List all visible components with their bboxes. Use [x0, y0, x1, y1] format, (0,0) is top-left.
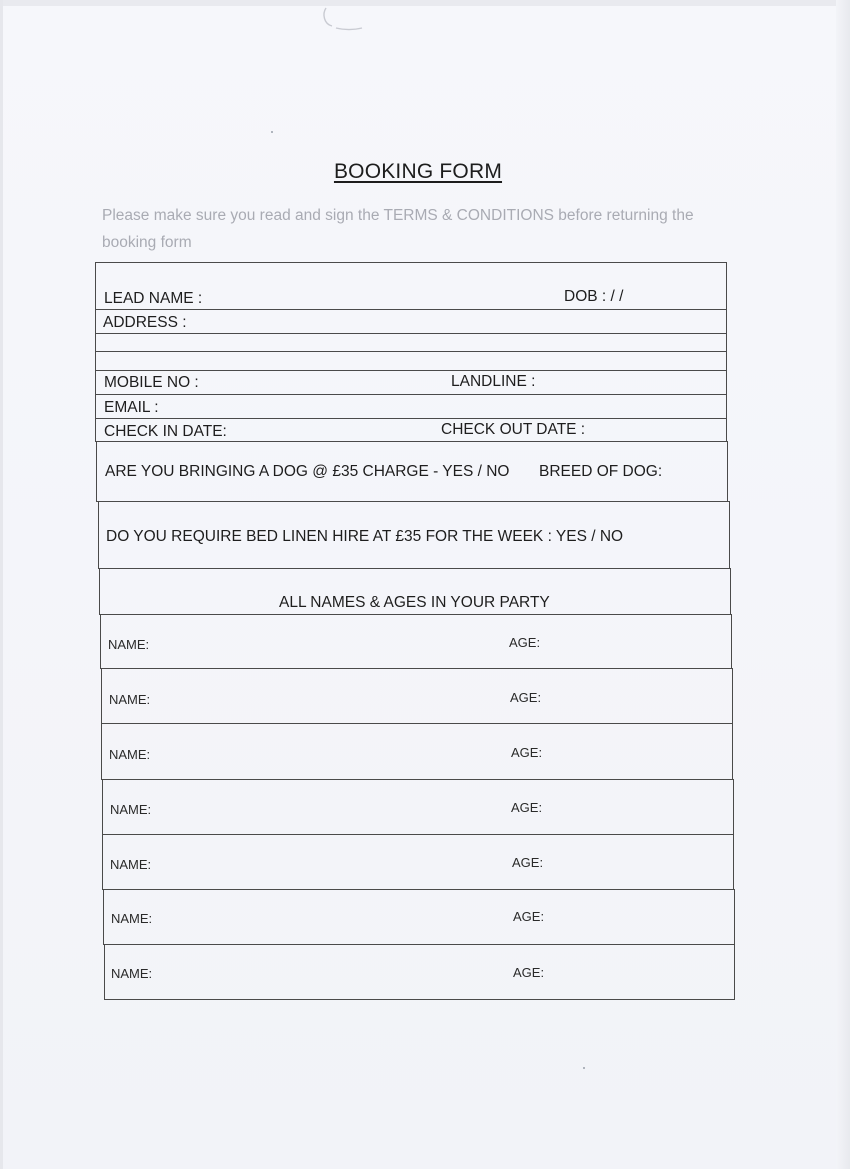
- party-name-label[interactable]: NAME:: [111, 966, 153, 981]
- party-row: [102, 779, 734, 835]
- scan-speck: [583, 1067, 585, 1069]
- party-age-label[interactable]: AGE:: [513, 965, 545, 980]
- party-name-label[interactable]: NAME:: [109, 692, 151, 707]
- row-divider: [95, 333, 727, 334]
- party-row: [104, 944, 735, 1000]
- check-in-label[interactable]: CHECK IN DATE:: [104, 423, 227, 440]
- row-divider: [95, 351, 727, 352]
- party-name-label[interactable]: NAME:: [110, 802, 152, 817]
- party-row: [101, 668, 733, 724]
- address-label[interactable]: ADDRESS :: [103, 314, 187, 331]
- check-out-label[interactable]: CHECK OUT DATE :: [441, 421, 586, 438]
- scan-edge-right: [836, 0, 850, 1169]
- scan-speck: [271, 131, 273, 133]
- party-age-label[interactable]: AGE:: [510, 690, 542, 705]
- row-divider: [95, 309, 727, 310]
- party-row: [101, 723, 733, 780]
- row-divider: [95, 370, 727, 371]
- party-name-label[interactable]: NAME:: [109, 747, 151, 762]
- party-age-label[interactable]: AGE:: [509, 635, 541, 650]
- dog-question[interactable]: ARE YOU BRINGING A DOG @ £35 CHARGE - YES / NO: [105, 463, 510, 480]
- email-label[interactable]: EMAIL :: [104, 399, 159, 416]
- instructions-text: Please make sure you read and sign the TERMS & CONDITIONS before returning the booking form: [102, 207, 694, 251]
- page-title: BOOKING FORM: [333, 160, 503, 183]
- party-row: [103, 889, 735, 945]
- party-row: [100, 614, 732, 669]
- scan-edge-top: [0, 0, 850, 6]
- scan-mark: [318, 4, 368, 34]
- landline-label[interactable]: LANDLINE :: [451, 373, 536, 390]
- details-table: [95, 262, 727, 442]
- party-age-label[interactable]: AGE:: [511, 745, 543, 760]
- party-age-label[interactable]: AGE:: [513, 909, 545, 924]
- lead-name-label[interactable]: LEAD NAME :: [104, 290, 203, 307]
- breed-label[interactable]: BREED OF DOG:: [539, 463, 663, 480]
- mobile-label[interactable]: MOBILE NO :: [104, 374, 199, 391]
- party-header: ALL NAMES & AGES IN YOUR PARTY: [279, 594, 550, 611]
- party-name-label[interactable]: NAME:: [111, 911, 153, 926]
- linen-question[interactable]: DO YOU REQUIRE BED LINEN HIRE AT £35 FOR THE WEEK : YES / NO: [106, 528, 624, 545]
- row-divider: [95, 418, 727, 419]
- party-age-label[interactable]: AGE:: [512, 855, 544, 870]
- dob-label[interactable]: DOB : / /: [564, 288, 624, 305]
- party-name-label[interactable]: NAME:: [110, 857, 152, 872]
- party-age-label[interactable]: AGE:: [511, 800, 543, 815]
- party-name-label[interactable]: NAME:: [108, 637, 150, 652]
- row-divider: [95, 394, 727, 395]
- party-row: [102, 834, 734, 890]
